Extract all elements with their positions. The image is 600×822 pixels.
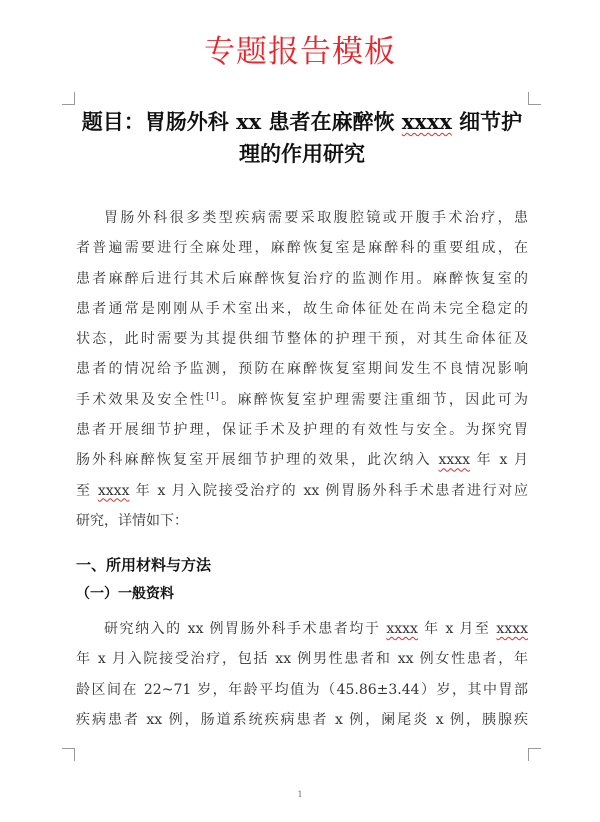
- subsection-heading: （一）一般资料: [76, 586, 174, 602]
- paragraph-line: 疾病患者 xx 例，肠道系统疾病患者 x 例，阑尾炎 x 例，胰腺疾: [76, 711, 528, 728]
- intro-paragraph: [76, 203, 528, 536]
- paragraph-line: 至 xxxx 年 x 月入院接受治疗的 xx 例胃肠外科手术患者进行对应: [76, 482, 529, 499]
- crop-mark-bottom-left: [62, 748, 75, 761]
- crop-mark-bottom-right: [528, 748, 541, 761]
- spellcheck-flag: xxxx: [496, 621, 529, 637]
- paragraph-line: 患者的情况给予监测，预防在麻醉恢复室期间发生不良情况影响: [76, 361, 528, 378]
- crop-mark-top-right: [528, 92, 541, 105]
- paragraph-line: 胃肠外科很多类型疾病需要采取腹腔镜或开腹手术治疗，患: [104, 210, 528, 226]
- paragraph-line: 研究纳入的 xx 例胃肠外科手术患者均于 xxxx 年 x 月至 xxxx: [104, 621, 529, 637]
- paragraph-line: 手术效果及安全性[1]。麻醉恢复室护理需要注重细节，因此可为: [76, 391, 529, 408]
- citation-marker: [1]: [206, 391, 219, 402]
- paragraph-line: 者普遍需要进行全麻处理，麻醉恢复室是麻醉科的重要组成，在: [76, 240, 528, 257]
- paragraph-line: 患者通常是刚刚从手术室出来，故生命体征处在尚未完全稳定的: [76, 300, 528, 317]
- paragraph-line: 肠外科麻醉恢复室开展细节护理的效果，此次纳入 xxxx 年 x 月: [76, 452, 529, 469]
- spellcheck-flag: xxxx: [401, 109, 452, 134]
- spellcheck-flag: xxxx: [438, 452, 471, 469]
- title-line-1: 题目：胃肠外科 xx 患者在麻醉恢 xxxx 细节护: [81, 109, 523, 134]
- title-line-2: 理的作用研究: [239, 141, 365, 166]
- section-heading: 一、所用材料与方法: [76, 556, 212, 574]
- crop-mark-top-left: [62, 92, 75, 105]
- document-title: [76, 106, 528, 170]
- general-info-paragraph: [76, 614, 528, 735]
- spellcheck-flag: xxxx: [97, 482, 130, 499]
- template-banner-title: 专题报告模板: [204, 34, 396, 70]
- page-number: 1: [297, 790, 303, 799]
- paragraph-line: 年 x 月入院接受治疗，包括 xx 例男性患者和 xx 例女性患者，年: [76, 651, 528, 668]
- paragraph-line: 患者开展细节护理，保证手术及护理的有效性与安全。为探究胃: [76, 422, 528, 439]
- paragraph-line: 患者麻醉后进行其术后麻醉恢复治疗的监测作用。麻醉恢复室的: [76, 270, 528, 287]
- paragraph-line: 研究，详情如下：: [76, 512, 188, 529]
- paragraph-line: 状态，此时需要为其提供细节整体的护理干预，对其生命体征及: [76, 331, 528, 348]
- spellcheck-flag: xxxx: [386, 621, 418, 637]
- paragraph-line: 龄区间在 22~71 岁，年龄平均值为（45.86±3.44）岁，其中胃部: [76, 681, 528, 698]
